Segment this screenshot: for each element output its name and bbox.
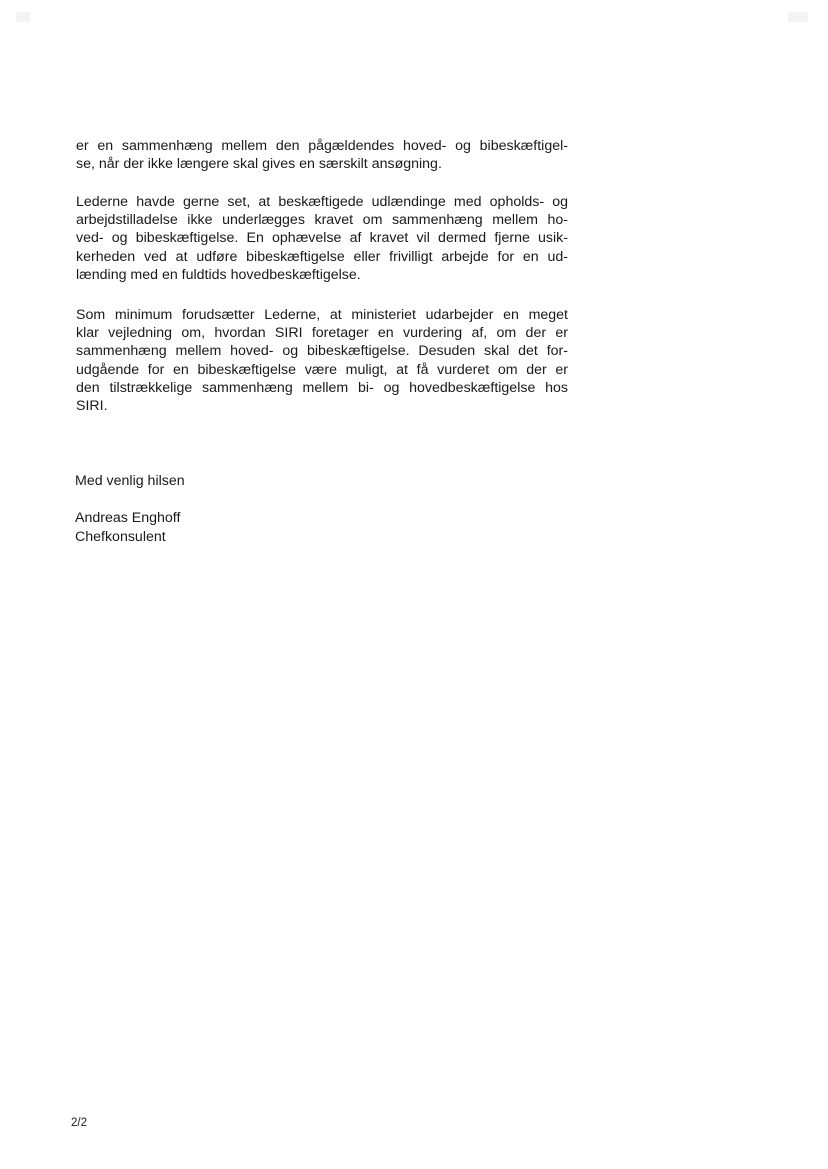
paragraph-1 <box>76 137 568 173</box>
paragraph-2 <box>76 193 568 284</box>
page-number: 2/2 <box>71 1117 87 1129</box>
paragraph-line: arbejdstilladelse ikke underlægges kravet om sammenhæng mellem ho- <box>76 212 568 229</box>
signer-title: Chefkonsulent <box>75 529 166 545</box>
paragraph-line: Lederne havde gerne set, at beskæftigede udlændinge med opholds- og <box>76 194 568 210</box>
signer-name: Andreas Enghoff <box>75 510 181 526</box>
scan-artifact <box>788 12 808 22</box>
closing-salutation: Med venlig hilsen <box>75 473 185 489</box>
paragraph-line: lænding med en fuldtids hovedbeskæftigelse. <box>76 266 361 283</box>
paragraph-line: SIRI. <box>76 398 108 415</box>
paragraph-line: ved- og bibeskæftigelse. En ophævelse af kravet vil dermed fjerne usik- <box>76 230 568 247</box>
paragraph-line: sammenhæng mellem hoved- og bibeskæftigelse. Desuden skal det for- <box>76 343 568 360</box>
paragraph-line: den tilstrækkelige sammenhæng mellem bi- og hovedbeskæftigelse hos <box>76 379 568 396</box>
paragraph-line: er en sammenhæng mellem den pågældendes hoved- og bibeskæftigel- <box>76 138 568 154</box>
paragraph-line: klar vejledning om, hvordan SIRI foretager en vurdering af, om der er <box>76 325 568 342</box>
paragraph-line: udgående for en bibeskæftigelse være muligt, at få vurderet om der er <box>76 361 568 378</box>
paragraph-3 <box>76 306 568 415</box>
paragraph-line: se, når der ikke længere skal gives en særskilt ansøgning. <box>76 156 442 173</box>
scan-artifact <box>16 12 30 22</box>
paragraph-line: kerheden ved at udføre bibeskæftigelse eller frivilligt arbejde for en ud- <box>76 248 568 265</box>
paragraph-line: Som minimum forudsætter Lederne, at ministeriet udarbejder en meget <box>76 307 568 323</box>
